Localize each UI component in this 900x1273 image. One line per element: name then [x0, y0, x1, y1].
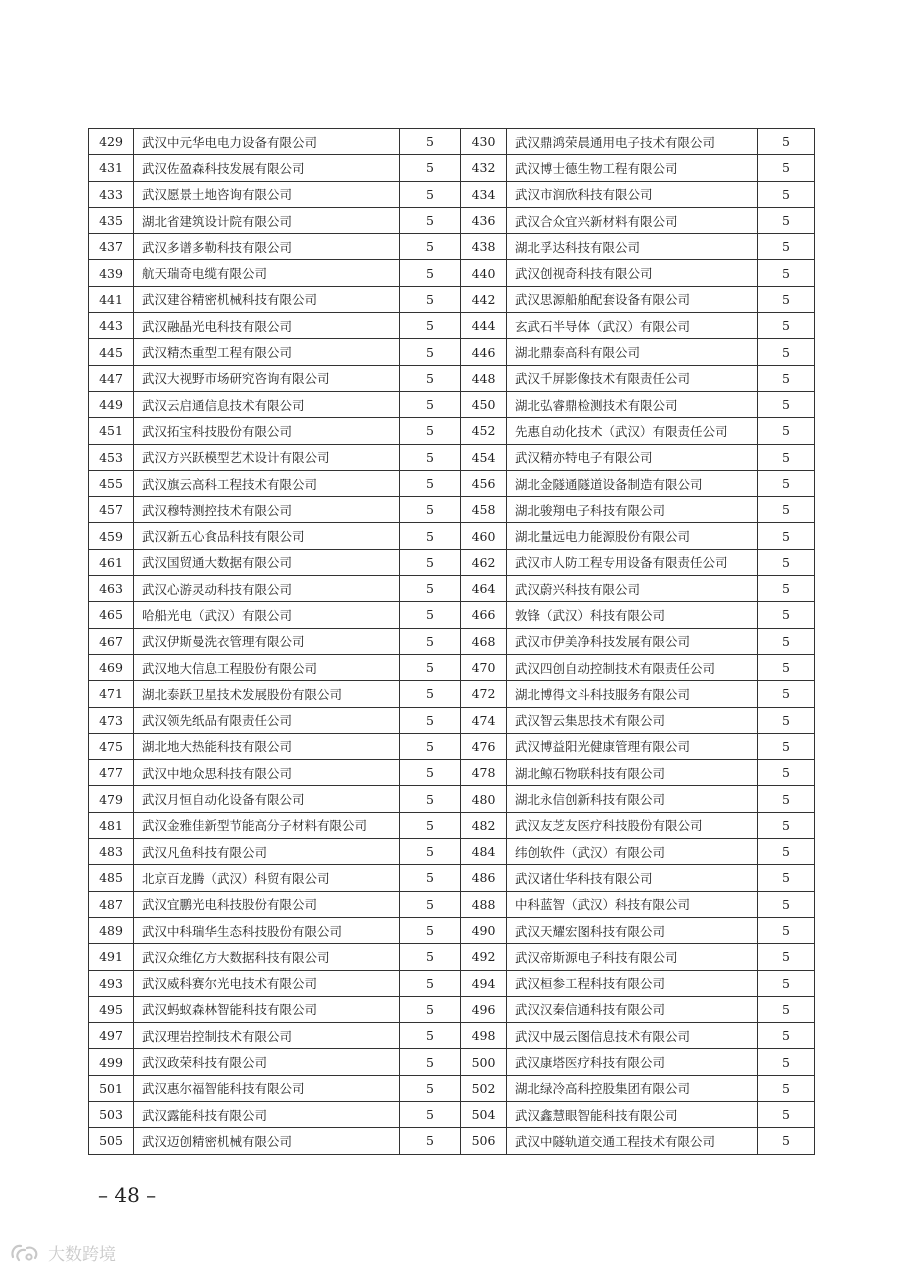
left-company-name: 武汉威科赛尔光电技术有限公司	[134, 970, 400, 996]
left-row-number: 443	[89, 313, 134, 339]
table-row	[89, 839, 815, 865]
left-row-number: 449	[89, 391, 134, 417]
left-row-number: 459	[89, 523, 134, 549]
left-score-value: 5	[400, 602, 461, 628]
left-row-number: 441	[89, 286, 134, 312]
right-row-number: 468	[461, 628, 507, 654]
right-row-number: 480	[461, 786, 507, 812]
right-row-number: 490	[461, 917, 507, 943]
left-company-name: 武汉新五心食品科技有限公司	[134, 523, 400, 549]
left-score-value: 5	[400, 313, 461, 339]
right-score-value: 5	[758, 891, 815, 917]
right-score-value: 5	[758, 523, 815, 549]
left-company-name: 武汉理岩控制技术有限公司	[134, 1023, 400, 1049]
left-row-number: 445	[89, 339, 134, 365]
table-row	[89, 970, 815, 996]
left-row-number: 475	[89, 733, 134, 759]
left-row-number: 453	[89, 444, 134, 470]
right-score-value: 5	[758, 996, 815, 1022]
right-row-number: 434	[461, 181, 507, 207]
left-score-value: 5	[400, 865, 461, 891]
table-row	[89, 234, 815, 260]
table-row	[89, 181, 815, 207]
table-row	[89, 1101, 815, 1127]
table-row	[89, 944, 815, 970]
left-company-name: 武汉迈创精密机械有限公司	[134, 1128, 400, 1154]
left-row-number: 495	[89, 996, 134, 1022]
left-score-value: 5	[400, 129, 461, 155]
right-score-value: 5	[758, 733, 815, 759]
left-score-value: 5	[400, 917, 461, 943]
left-company-name: 武汉拓宝科技股份有限公司	[134, 418, 400, 444]
right-score-value: 5	[758, 418, 815, 444]
left-score-value: 5	[400, 418, 461, 444]
right-company-name: 武汉博士德生物工程有限公司	[507, 155, 758, 181]
table-row	[89, 1128, 815, 1154]
table-row	[89, 1049, 815, 1075]
right-row-number: 472	[461, 681, 507, 707]
left-row-number: 431	[89, 155, 134, 181]
left-score-value: 5	[400, 996, 461, 1022]
right-row-number: 494	[461, 970, 507, 996]
table-row	[89, 1023, 815, 1049]
left-row-number: 467	[89, 628, 134, 654]
left-company-name: 北京百龙腾（武汉）科贸有限公司	[134, 865, 400, 891]
left-company-name: 武汉伊斯曼洗衣管理有限公司	[134, 628, 400, 654]
right-row-number: 430	[461, 129, 507, 155]
left-company-name: 武汉惠尔福智能科技有限公司	[134, 1075, 400, 1101]
left-company-name: 武汉佐盈森科技发展有限公司	[134, 155, 400, 181]
right-score-value: 5	[758, 654, 815, 680]
right-row-number: 456	[461, 470, 507, 496]
left-row-number: 481	[89, 812, 134, 838]
table-row	[89, 313, 815, 339]
right-row-number: 444	[461, 313, 507, 339]
left-score-value: 5	[400, 497, 461, 523]
right-row-number: 470	[461, 654, 507, 680]
right-company-name: 武汉鼎鸿荣晨通用电子技术有限公司	[507, 129, 758, 155]
right-company-name: 武汉创视奇科技有限公司	[507, 260, 758, 286]
right-row-number: 432	[461, 155, 507, 181]
left-score-value: 5	[400, 365, 461, 391]
right-company-name: 武汉鑫慧眼智能科技有限公司	[507, 1101, 758, 1127]
left-company-name: 武汉中地众思科技有限公司	[134, 760, 400, 786]
left-company-name: 武汉旗云高科工程技术有限公司	[134, 470, 400, 496]
left-row-number: 451	[89, 418, 134, 444]
right-company-name: 武汉市人防工程专用设备有限责任公司	[507, 549, 758, 575]
left-company-name: 武汉政荣科技有限公司	[134, 1049, 400, 1075]
left-company-name: 武汉凡鱼科技有限公司	[134, 839, 400, 865]
left-company-name: 武汉大视野市场研究咨询有限公司	[134, 365, 400, 391]
left-score-value: 5	[400, 1023, 461, 1049]
right-company-name: 湖北永信创新科技有限公司	[507, 786, 758, 812]
right-company-name: 湖北鲸石物联科技有限公司	[507, 760, 758, 786]
right-company-name: 湖北博得文斗科技服务有限公司	[507, 681, 758, 707]
left-company-name: 武汉中科瑞华生态科技股份有限公司	[134, 917, 400, 943]
right-company-name: 湖北孚达科技有限公司	[507, 234, 758, 260]
right-row-number: 504	[461, 1101, 507, 1127]
right-row-number: 488	[461, 891, 507, 917]
right-company-name: 武汉桓参工程科技有限公司	[507, 970, 758, 996]
right-row-number: 484	[461, 839, 507, 865]
right-score-value: 5	[758, 339, 815, 365]
right-score-value: 5	[758, 944, 815, 970]
right-row-number: 500	[461, 1049, 507, 1075]
right-score-value: 5	[758, 181, 815, 207]
right-score-value: 5	[758, 497, 815, 523]
left-company-name: 武汉金雅佳新型节能高分子材料有限公司	[134, 812, 400, 838]
right-score-value: 5	[758, 549, 815, 575]
right-company-name: 武汉汉秦信通科技有限公司	[507, 996, 758, 1022]
left-company-name: 武汉月恒自动化设备有限公司	[134, 786, 400, 812]
right-company-name: 湖北鼎泰高科有限公司	[507, 339, 758, 365]
right-company-name: 玄武石半导体（武汉）有限公司	[507, 313, 758, 339]
right-company-name: 湖北弘睿鼎检测技术有限公司	[507, 391, 758, 417]
left-score-value: 5	[400, 944, 461, 970]
right-score-value: 5	[758, 760, 815, 786]
right-row-number: 442	[461, 286, 507, 312]
right-company-name: 湖北金隧通隧道设备制造有限公司	[507, 470, 758, 496]
table-row	[89, 917, 815, 943]
left-company-name: 湖北省建筑设计院有限公司	[134, 207, 400, 233]
right-score-value: 5	[758, 707, 815, 733]
table-row	[89, 628, 815, 654]
table-row	[89, 260, 815, 286]
left-score-value: 5	[400, 1049, 461, 1075]
left-company-name: 武汉心游灵动科技有限公司	[134, 576, 400, 602]
table-row	[89, 549, 815, 575]
right-company-name: 武汉蔚兴科技有限公司	[507, 576, 758, 602]
table-row	[89, 707, 815, 733]
right-row-number: 452	[461, 418, 507, 444]
table-row	[89, 865, 815, 891]
right-company-name: 武汉博益阳光健康管理有限公司	[507, 733, 758, 759]
right-company-name: 武汉精亦特电子有限公司	[507, 444, 758, 470]
table-row	[89, 444, 815, 470]
left-row-number: 479	[89, 786, 134, 812]
right-score-value: 5	[758, 602, 815, 628]
right-company-name: 敦锋（武汉）科技有限公司	[507, 602, 758, 628]
right-row-number: 492	[461, 944, 507, 970]
right-company-name: 武汉康塔医疗科技有限公司	[507, 1049, 758, 1075]
left-row-number: 469	[89, 654, 134, 680]
right-score-value: 5	[758, 628, 815, 654]
right-score-value: 5	[758, 1023, 815, 1049]
left-row-number: 505	[89, 1128, 134, 1154]
table-row	[89, 654, 815, 680]
right-score-value: 5	[758, 313, 815, 339]
right-score-value: 5	[758, 129, 815, 155]
page-number: – 48 –	[98, 1183, 157, 1207]
right-row-number: 486	[461, 865, 507, 891]
left-row-number: 485	[89, 865, 134, 891]
table-row	[89, 497, 815, 523]
left-score-value: 5	[400, 707, 461, 733]
right-score-value: 5	[758, 470, 815, 496]
right-score-value: 5	[758, 1049, 815, 1075]
left-score-value: 5	[400, 155, 461, 181]
left-row-number: 503	[89, 1101, 134, 1127]
right-score-value: 5	[758, 1101, 815, 1127]
right-row-number: 498	[461, 1023, 507, 1049]
left-score-value: 5	[400, 444, 461, 470]
right-company-name: 武汉思源船舶配套设备有限公司	[507, 286, 758, 312]
left-row-number: 433	[89, 181, 134, 207]
right-score-value: 5	[758, 234, 815, 260]
right-company-name: 武汉中隧轨道交通工程技术有限公司	[507, 1128, 758, 1154]
left-company-name: 武汉国贸通大数据有限公司	[134, 549, 400, 575]
right-row-number: 440	[461, 260, 507, 286]
right-row-number: 476	[461, 733, 507, 759]
right-company-name: 武汉智云集思技术有限公司	[507, 707, 758, 733]
left-company-name: 湖北地大热能科技有限公司	[134, 733, 400, 759]
right-row-number: 478	[461, 760, 507, 786]
right-score-value: 5	[758, 1128, 815, 1154]
right-company-name: 武汉千屏影像技术有限责任公司	[507, 365, 758, 391]
table-row	[89, 733, 815, 759]
right-row-number: 462	[461, 549, 507, 575]
left-company-name: 武汉露能科技有限公司	[134, 1101, 400, 1127]
left-row-number: 487	[89, 891, 134, 917]
right-row-number: 436	[461, 207, 507, 233]
right-row-number: 502	[461, 1075, 507, 1101]
table-row	[89, 1075, 815, 1101]
left-score-value: 5	[400, 260, 461, 286]
left-row-number: 473	[89, 707, 134, 733]
left-row-number: 447	[89, 365, 134, 391]
table-row	[89, 207, 815, 233]
left-company-name: 武汉蚂蚁森林智能科技有限公司	[134, 996, 400, 1022]
left-score-value: 5	[400, 760, 461, 786]
left-company-name: 武汉地大信息工程股份有限公司	[134, 654, 400, 680]
right-row-number: 466	[461, 602, 507, 628]
right-company-name: 武汉友芝友医疗科技股份有限公司	[507, 812, 758, 838]
right-row-number: 460	[461, 523, 507, 549]
left-score-value: 5	[400, 1101, 461, 1127]
left-score-value: 5	[400, 286, 461, 312]
left-row-number: 491	[89, 944, 134, 970]
right-score-value: 5	[758, 155, 815, 181]
brand-logo-icon	[8, 1242, 42, 1264]
watermark-text: 大数跨境	[48, 1245, 116, 1265]
left-row-number: 477	[89, 760, 134, 786]
left-score-value: 5	[400, 207, 461, 233]
left-score-value: 5	[400, 523, 461, 549]
left-company-name: 哈船光电（武汉）有限公司	[134, 602, 400, 628]
left-score-value: 5	[400, 339, 461, 365]
left-company-name: 武汉中元华电电力设备有限公司	[134, 129, 400, 155]
right-company-name: 纬创软件（武汉）有限公司	[507, 839, 758, 865]
left-row-number: 455	[89, 470, 134, 496]
right-company-name: 武汉中晟云图信息技术有限公司	[507, 1023, 758, 1049]
right-row-number: 482	[461, 812, 507, 838]
right-company-name: 湖北骏翔电子科技有限公司	[507, 497, 758, 523]
right-row-number: 474	[461, 707, 507, 733]
right-company-name: 中科蓝智（武汉）科技有限公司	[507, 891, 758, 917]
left-company-name: 武汉建谷精密机械科技有限公司	[134, 286, 400, 312]
table-body	[89, 129, 815, 1155]
right-company-name: 武汉市伊美净科技发展有限公司	[507, 628, 758, 654]
table-row	[89, 576, 815, 602]
company-table	[88, 128, 815, 1155]
right-score-value: 5	[758, 812, 815, 838]
left-score-value: 5	[400, 812, 461, 838]
table-row	[89, 812, 815, 838]
right-score-value: 5	[758, 917, 815, 943]
left-row-number: 437	[89, 234, 134, 260]
left-row-number: 497	[89, 1023, 134, 1049]
left-row-number: 429	[89, 129, 134, 155]
right-company-name: 武汉帝斯源电子科技有限公司	[507, 944, 758, 970]
table-row	[89, 996, 815, 1022]
left-row-number: 483	[89, 839, 134, 865]
table-row	[89, 786, 815, 812]
right-score-value: 5	[758, 839, 815, 865]
right-row-number: 450	[461, 391, 507, 417]
left-score-value: 5	[400, 234, 461, 260]
left-company-name: 武汉领先纸品有限责任公司	[134, 707, 400, 733]
right-company-name: 武汉四创自动控制技术有限责任公司	[507, 654, 758, 680]
right-company-name: 湖北绿冷高科控股集团有限公司	[507, 1075, 758, 1101]
right-company-name: 武汉天耀宏图科技有限公司	[507, 917, 758, 943]
left-score-value: 5	[400, 891, 461, 917]
left-row-number: 435	[89, 207, 134, 233]
left-row-number: 439	[89, 260, 134, 286]
left-row-number: 501	[89, 1075, 134, 1101]
left-company-name: 武汉愿景土地咨询有限公司	[134, 181, 400, 207]
left-score-value: 5	[400, 470, 461, 496]
left-score-value: 5	[400, 1128, 461, 1154]
left-row-number: 489	[89, 917, 134, 943]
right-score-value: 5	[758, 207, 815, 233]
table-row	[89, 339, 815, 365]
left-score-value: 5	[400, 733, 461, 759]
table-row	[89, 760, 815, 786]
table-row	[89, 602, 815, 628]
left-score-value: 5	[400, 839, 461, 865]
left-row-number: 471	[89, 681, 134, 707]
left-company-name: 武汉精杰重型工程有限公司	[134, 339, 400, 365]
table-row	[89, 418, 815, 444]
right-company-name: 湖北量远电力能源股份有限公司	[507, 523, 758, 549]
right-score-value: 5	[758, 681, 815, 707]
right-row-number: 506	[461, 1128, 507, 1154]
left-score-value: 5	[400, 181, 461, 207]
left-company-name: 湖北泰跃卫星技术发展股份有限公司	[134, 681, 400, 707]
right-company-name: 武汉市润欣科技有限公司	[507, 181, 758, 207]
right-score-value: 5	[758, 576, 815, 602]
table-row	[89, 523, 815, 549]
left-score-value: 5	[400, 576, 461, 602]
right-score-value: 5	[758, 365, 815, 391]
right-score-value: 5	[758, 786, 815, 812]
left-company-name: 武汉宜鹏光电科技股份有限公司	[134, 891, 400, 917]
right-row-number: 438	[461, 234, 507, 260]
left-company-name: 武汉多谱多勒科技有限公司	[134, 234, 400, 260]
left-company-name: 航天瑞奇电缆有限公司	[134, 260, 400, 286]
table-row	[89, 891, 815, 917]
table-row	[89, 391, 815, 417]
left-score-value: 5	[400, 970, 461, 996]
right-score-value: 5	[758, 1075, 815, 1101]
left-score-value: 5	[400, 391, 461, 417]
watermark	[8, 1240, 116, 1265]
left-company-name: 武汉云启通信息技术有限公司	[134, 391, 400, 417]
right-row-number: 496	[461, 996, 507, 1022]
right-score-value: 5	[758, 391, 815, 417]
left-row-number: 457	[89, 497, 134, 523]
table-row	[89, 129, 815, 155]
right-score-value: 5	[758, 970, 815, 996]
left-score-value: 5	[400, 786, 461, 812]
left-score-value: 5	[400, 628, 461, 654]
left-company-name: 武汉融晶光电科技有限公司	[134, 313, 400, 339]
table-row	[89, 155, 815, 181]
right-row-number: 446	[461, 339, 507, 365]
right-score-value: 5	[758, 444, 815, 470]
left-score-value: 5	[400, 549, 461, 575]
right-row-number: 458	[461, 497, 507, 523]
table-row	[89, 470, 815, 496]
left-row-number: 465	[89, 602, 134, 628]
right-company-name: 先惠自动化技术（武汉）有限责任公司	[507, 418, 758, 444]
left-score-value: 5	[400, 1075, 461, 1101]
left-row-number: 499	[89, 1049, 134, 1075]
right-row-number: 448	[461, 365, 507, 391]
right-row-number: 464	[461, 576, 507, 602]
table-row	[89, 365, 815, 391]
right-row-number: 454	[461, 444, 507, 470]
left-score-value: 5	[400, 654, 461, 680]
right-score-value: 5	[758, 286, 815, 312]
left-company-name: 武汉众维亿方大数据科技有限公司	[134, 944, 400, 970]
left-company-name: 武汉方兴跃模型艺术设计有限公司	[134, 444, 400, 470]
table-row	[89, 681, 815, 707]
right-score-value: 5	[758, 865, 815, 891]
left-company-name: 武汉穆特测控技术有限公司	[134, 497, 400, 523]
right-score-value: 5	[758, 260, 815, 286]
left-row-number: 493	[89, 970, 134, 996]
left-row-number: 463	[89, 576, 134, 602]
right-company-name: 武汉诸仕华科技有限公司	[507, 865, 758, 891]
left-score-value: 5	[400, 681, 461, 707]
right-company-name: 武汉合众宜兴新材料有限公司	[507, 207, 758, 233]
table-row	[89, 286, 815, 312]
left-row-number: 461	[89, 549, 134, 575]
